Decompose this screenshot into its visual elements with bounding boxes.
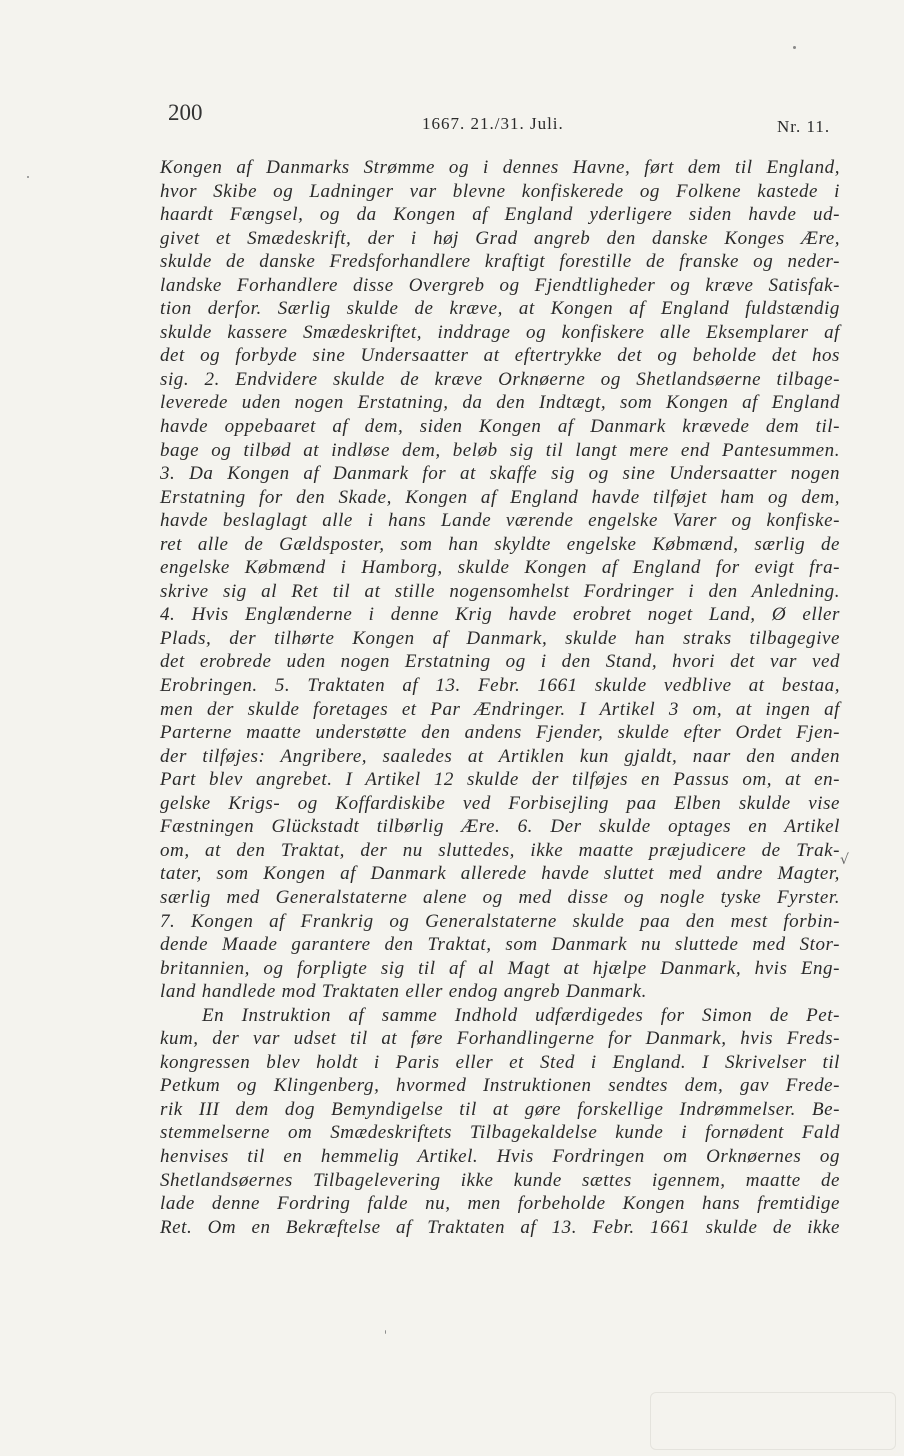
running-header-date: 1667. 21./31. Juli. bbox=[422, 114, 564, 133]
scan-artifact bbox=[650, 1392, 896, 1450]
text-line: Kongen af Danmarks Strømme og i dennes Havne, ført dem til England, bbox=[160, 157, 840, 178]
text-line: skrive sig al Ret til at stille nogensomhelst Fordringer i den Anledning. bbox=[160, 580, 840, 602]
text-line: bage og tilbød at indløse dem, beløb sig til langt mere end Pantesummen. bbox=[160, 439, 840, 461]
text-line: landske Forhandlere disse Overgreb og Fjendtligheder og kræve Satisfak- bbox=[160, 274, 840, 296]
text-line: engelske Købmænd i Hamborg, skulde Kongen af England for evigt fra- bbox=[160, 557, 840, 579]
text-line: det og forbyde sine Undersaatter at eftertrykke det og beholde det hos bbox=[160, 345, 840, 367]
scan-speck bbox=[793, 46, 796, 49]
text-line: dende Maade garantere den Traktat, som Danmark nu sluttede med Stor- bbox=[160, 934, 840, 956]
text-line: havde oppebaaret af dem, siden Kongen af Danmark krævede dem til- bbox=[160, 416, 840, 438]
text-line: Ret. Om en Bekræftelse af Traktaten af 13. Febr. 1661 skulde de ikke bbox=[160, 1216, 840, 1238]
body-text bbox=[160, 156, 840, 1239]
text-line: Parterne maatte understøtte den andens Fjender, skulde efter Ordet Fjen- bbox=[160, 722, 840, 744]
text-line: det erobrede uden nogen Erstatning og i den Stand, hvori det var ved bbox=[160, 651, 840, 673]
text-line: Fæstningen Glückstadt tilbørlig Ære. 6. Der skulde optages en Artikel bbox=[160, 816, 840, 838]
text-line: ret alle de Gældsposter, som han skyldte engelske Købmænd, særlig de bbox=[160, 533, 840, 555]
text-line: land handlede mod Traktaten eller endog angreb Danmark. bbox=[160, 981, 647, 1003]
text-line: Shetlandsøernes Tilbagelevering ikke kunde sættes igennem, maatte de bbox=[160, 1169, 840, 1191]
text-line: der tilføjes: Angribere, saaledes at Artiklen kun gjaldt, naar den anden bbox=[160, 745, 840, 767]
text-line: En Instruktion af samme Indhold udfærdigedes for Simon de Pet- bbox=[202, 1004, 840, 1026]
text-line: men der skulde foretages et Par Ændringer. I Artikel 3 om, at ingen af bbox=[160, 698, 840, 720]
text-line: Erobringen. 5. Traktaten af 13. Febr. 1661 skulde vedblive at bestaa, bbox=[160, 675, 840, 697]
text-line: Erstatning for den Skade, Kongen af England havde tilføjet ham og dem, bbox=[160, 486, 840, 508]
text-line: kum, der var udset til at føre Forhandlingerne for Danmark, hvis Freds- bbox=[160, 1028, 840, 1050]
page-number: 200 bbox=[168, 100, 203, 125]
text-line: gelske Krigs- og Koffardiskibe ved Forbisejling paa Elben skulde vise bbox=[160, 792, 840, 814]
running-header-number: Nr. 11. bbox=[777, 117, 831, 136]
text-line: lade denne Fordring falde nu, men forbeholde Kongen hans fremtidige bbox=[160, 1193, 840, 1215]
scan-speck bbox=[385, 1330, 386, 1334]
text-line: rik III dem dog Bemyndigelse til at gøre forskellige Indrømmelser. Be- bbox=[160, 1098, 840, 1120]
text-line: Petkum og Klingenberg, hvormed Instruktionen sendtes dem, gav Frede- bbox=[160, 1075, 840, 1097]
text-line: henvises til en hemmelig Artikel. Hvis Fordringen om Orknøernes og bbox=[160, 1145, 840, 1167]
text-line: skulde de danske Fredsforhandlere kraftigt forestille de franske og neder- bbox=[160, 251, 840, 273]
text-line: tater, som Kongen af Danmark allerede havde sluttet med andre Magter, bbox=[160, 863, 840, 885]
text-line: havde beslaglagt alle i hans Lande værende engelske Varer og konfiske- bbox=[160, 510, 840, 532]
text-line: sig. 2. Endvidere skulde de kræve Orknøerne og Shetlandsøerne tilbage- bbox=[160, 368, 840, 390]
text-line: 7. Kongen af Frankrig og Generalstaterne skulde paa den mest forbin- bbox=[160, 910, 840, 932]
text-line: 3. Da Kongen af Danmark for at skaffe sig og sine Undersaatter nogen bbox=[160, 463, 840, 485]
text-line: britannien, og forpligte sig til af al Magt at hjælpe Danmark, hvis Eng- bbox=[160, 957, 840, 979]
text-line: særlig med Generalstaterne alene og med disse og nogle tyske Fyrster. bbox=[160, 886, 840, 908]
text-line: 4. Hvis Englænderne i denne Krig havde erobret noget Land, Ø eller bbox=[160, 604, 840, 626]
margin-check-mark-icon: √ bbox=[840, 852, 849, 868]
text-line: skulde kassere Smædeskriftet, inddrage og konfiskere alle Eksemplarer af bbox=[160, 321, 840, 343]
text-line: haardt Fængsel, og da Kongen af England yderligere siden havde ud- bbox=[160, 204, 840, 226]
text-line: Plads, der tilhørte Kongen af Danmark, skulde han straks tilbagegive bbox=[160, 627, 840, 649]
text-line: tion derfor. Særlig skulde de kræve, at Kongen af England fuldstændig bbox=[160, 298, 840, 320]
text-line: hvor Skibe og Ladninger var blevne konfiskerede og Folkene kastede i bbox=[160, 180, 840, 202]
text-line: givet et Smædeskrift, der i høj Grad angreb den danske Konges Ære, bbox=[160, 227, 840, 249]
text-line: Part blev angrebet. I Artikel 12 skulde der tilføjes en Passus om, at en- bbox=[160, 769, 840, 791]
text-line: stemmelserne om Smædeskriftets Tilbagekaldelse kunde i fornødent Fald bbox=[160, 1122, 840, 1144]
scan-speck bbox=[27, 176, 29, 178]
text-line: kongressen blev holdt i Paris eller et Sted i England. I Skrivelser til bbox=[160, 1051, 840, 1073]
text-line: leverede uden nogen Erstatning, da den Indtægt, som Kongen af England bbox=[160, 392, 840, 414]
text-line: om, at den Traktat, der nu sluttedes, ikke maatte præjudicere de Trak- bbox=[160, 839, 840, 861]
